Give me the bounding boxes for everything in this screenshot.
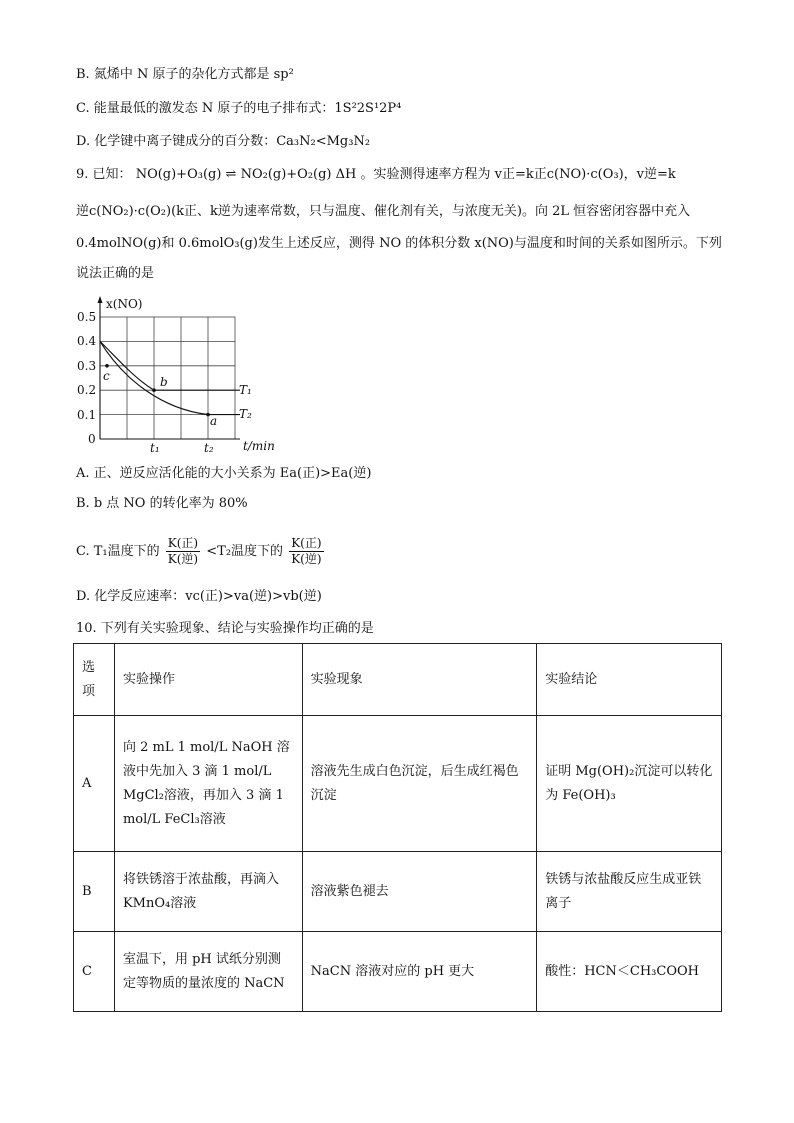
point-b [152,388,156,392]
k-ratio-fraction-2 [289,536,323,567]
q8-option-d: D. 化学键中离子键成分的百分数：Ca₃N₂<Mg₃N₂ [76,134,371,149]
row-b-phenomenon: 溶液紫色褪去 [302,852,537,932]
fraction-numerator: K(正) [291,536,322,550]
header-option: 选项 [74,644,115,716]
experiment-table [73,643,722,1012]
k-ratio-fraction-1 [166,536,200,567]
q9-option-b: B. b 点 NO 的转化率为 80% [76,496,248,511]
row-c-option: C [74,932,115,1012]
q9-stem-line1 [76,166,676,184]
q9-stem-line2: 逆c(NO₂)·c(O₂)(k正、k逆为速率常数，只与温度、催化剂有关，与浓度无关)。向 2L 恒容密闭容器中充入 [76,204,691,219]
label-c: c [103,369,110,383]
label-b: b [160,375,168,389]
q9-stem-line4: 说法正确的是 [76,266,155,281]
q8-option-c: C. 能量最低的激发态 N 原子的电子排布式：1S²2S¹2P⁴ [76,101,402,116]
table-row [74,932,722,1012]
header-phenomenon: 实验现象 [302,644,537,716]
ytick-0.5: 0.5 [77,310,97,324]
q9-option-d: D. 化学反应速率：vc(正)>va(逆)>vb(逆) [76,589,322,604]
row-c-operation: 室温下，用 pH 试纸分别测定等物质的量浓度的 NaCN [114,932,302,1012]
q9-option-a: A. 正、逆反应活化能的大小关系为 Ea(正)>Ea(逆) [76,466,372,481]
q9-stem-line3: 0.4molNO(g)和 0.6molO₃(g)发生上述反应，测得 NO 的体积分数 x(NO)与温度和时间的关系如图所示。下列 [76,236,722,251]
q9-equation: NO(g)+O₃(g) ⇌ NO₂(g)+O₂(g) ΔH [135,167,357,182]
xtick-t2: t₂ [204,441,214,455]
q10-stem: 10. 下列有关实验现象、结论与实验操作均正确的是 [76,621,374,636]
row-b-conclusion: 铁锈与浓盐酸反应生成亚铁离子 [537,852,722,932]
curve-t2 [100,341,240,414]
row-a-phenomenon: 溶液先生成白色沉淀，后生成红褐色沉淀 [302,716,537,852]
table-row [74,716,722,852]
row-b-option: B [74,852,115,932]
ytick-0: 0 [88,432,96,446]
row-c-conclusion: 酸性：HCN＜CH₃COOH [537,932,722,1012]
row-b-operation: 将铁锈溶于浓盐酸，再滴入 KMnO₄溶液 [114,852,302,932]
table-header-row [74,644,722,716]
ytick-0.3: 0.3 [77,359,97,373]
row-a-operation: 向 2 mL 1 mol/L NaOH 溶液中先加入 3 滴 1 mol/L MgCl₂溶液，再加入 3 滴 1 mol/L FeCl₃溶液 [114,716,302,852]
q9-option-c-pre: C. T₁温度下的 [76,544,160,559]
no-fraction-graph [72,292,287,458]
q9-stem-rest: 。实验测得速率方程为 v正=k正c(NO)·c(O₃)，v逆=k [360,167,676,182]
q9-option-c-mid: <T₂温度下的 [206,544,284,559]
row-a-conclusion: 证明 Mg(OH)₂沉淀可以转化为 Fe(OH)₃ [537,716,722,852]
curve-label-t1: T₁ [239,383,252,397]
row-a-option: A [74,716,115,852]
ytick-0.2: 0.2 [77,383,97,397]
graph-ylabel: x(NO) [106,297,143,311]
q9-option-c [76,536,326,567]
q8-option-b: B. 氮烯中 N 原子的杂化方式都是 sp² [76,67,294,82]
header-operation: 实验操作 [114,644,302,716]
label-a: a [210,414,218,428]
header-conclusion: 实验结论 [537,644,722,716]
table-row [74,852,722,932]
fraction-denominator: K(逆) [167,552,199,566]
q9-number: 9. 已知： [76,167,132,182]
fraction-denominator: K(逆) [291,552,322,566]
graph-xlabel: t/min [243,439,275,453]
point-c [105,364,109,368]
graph-axes [98,296,241,439]
fraction-numerator: K(正) [167,536,199,550]
xtick-t1: t₁ [150,441,160,455]
row-c-phenomenon: NaCN 溶液对应的 pH 更大 [302,932,537,1012]
curve-label-t2: T₂ [239,407,252,421]
ytick-0.1: 0.1 [77,408,97,422]
ytick-0.4: 0.4 [77,334,97,348]
